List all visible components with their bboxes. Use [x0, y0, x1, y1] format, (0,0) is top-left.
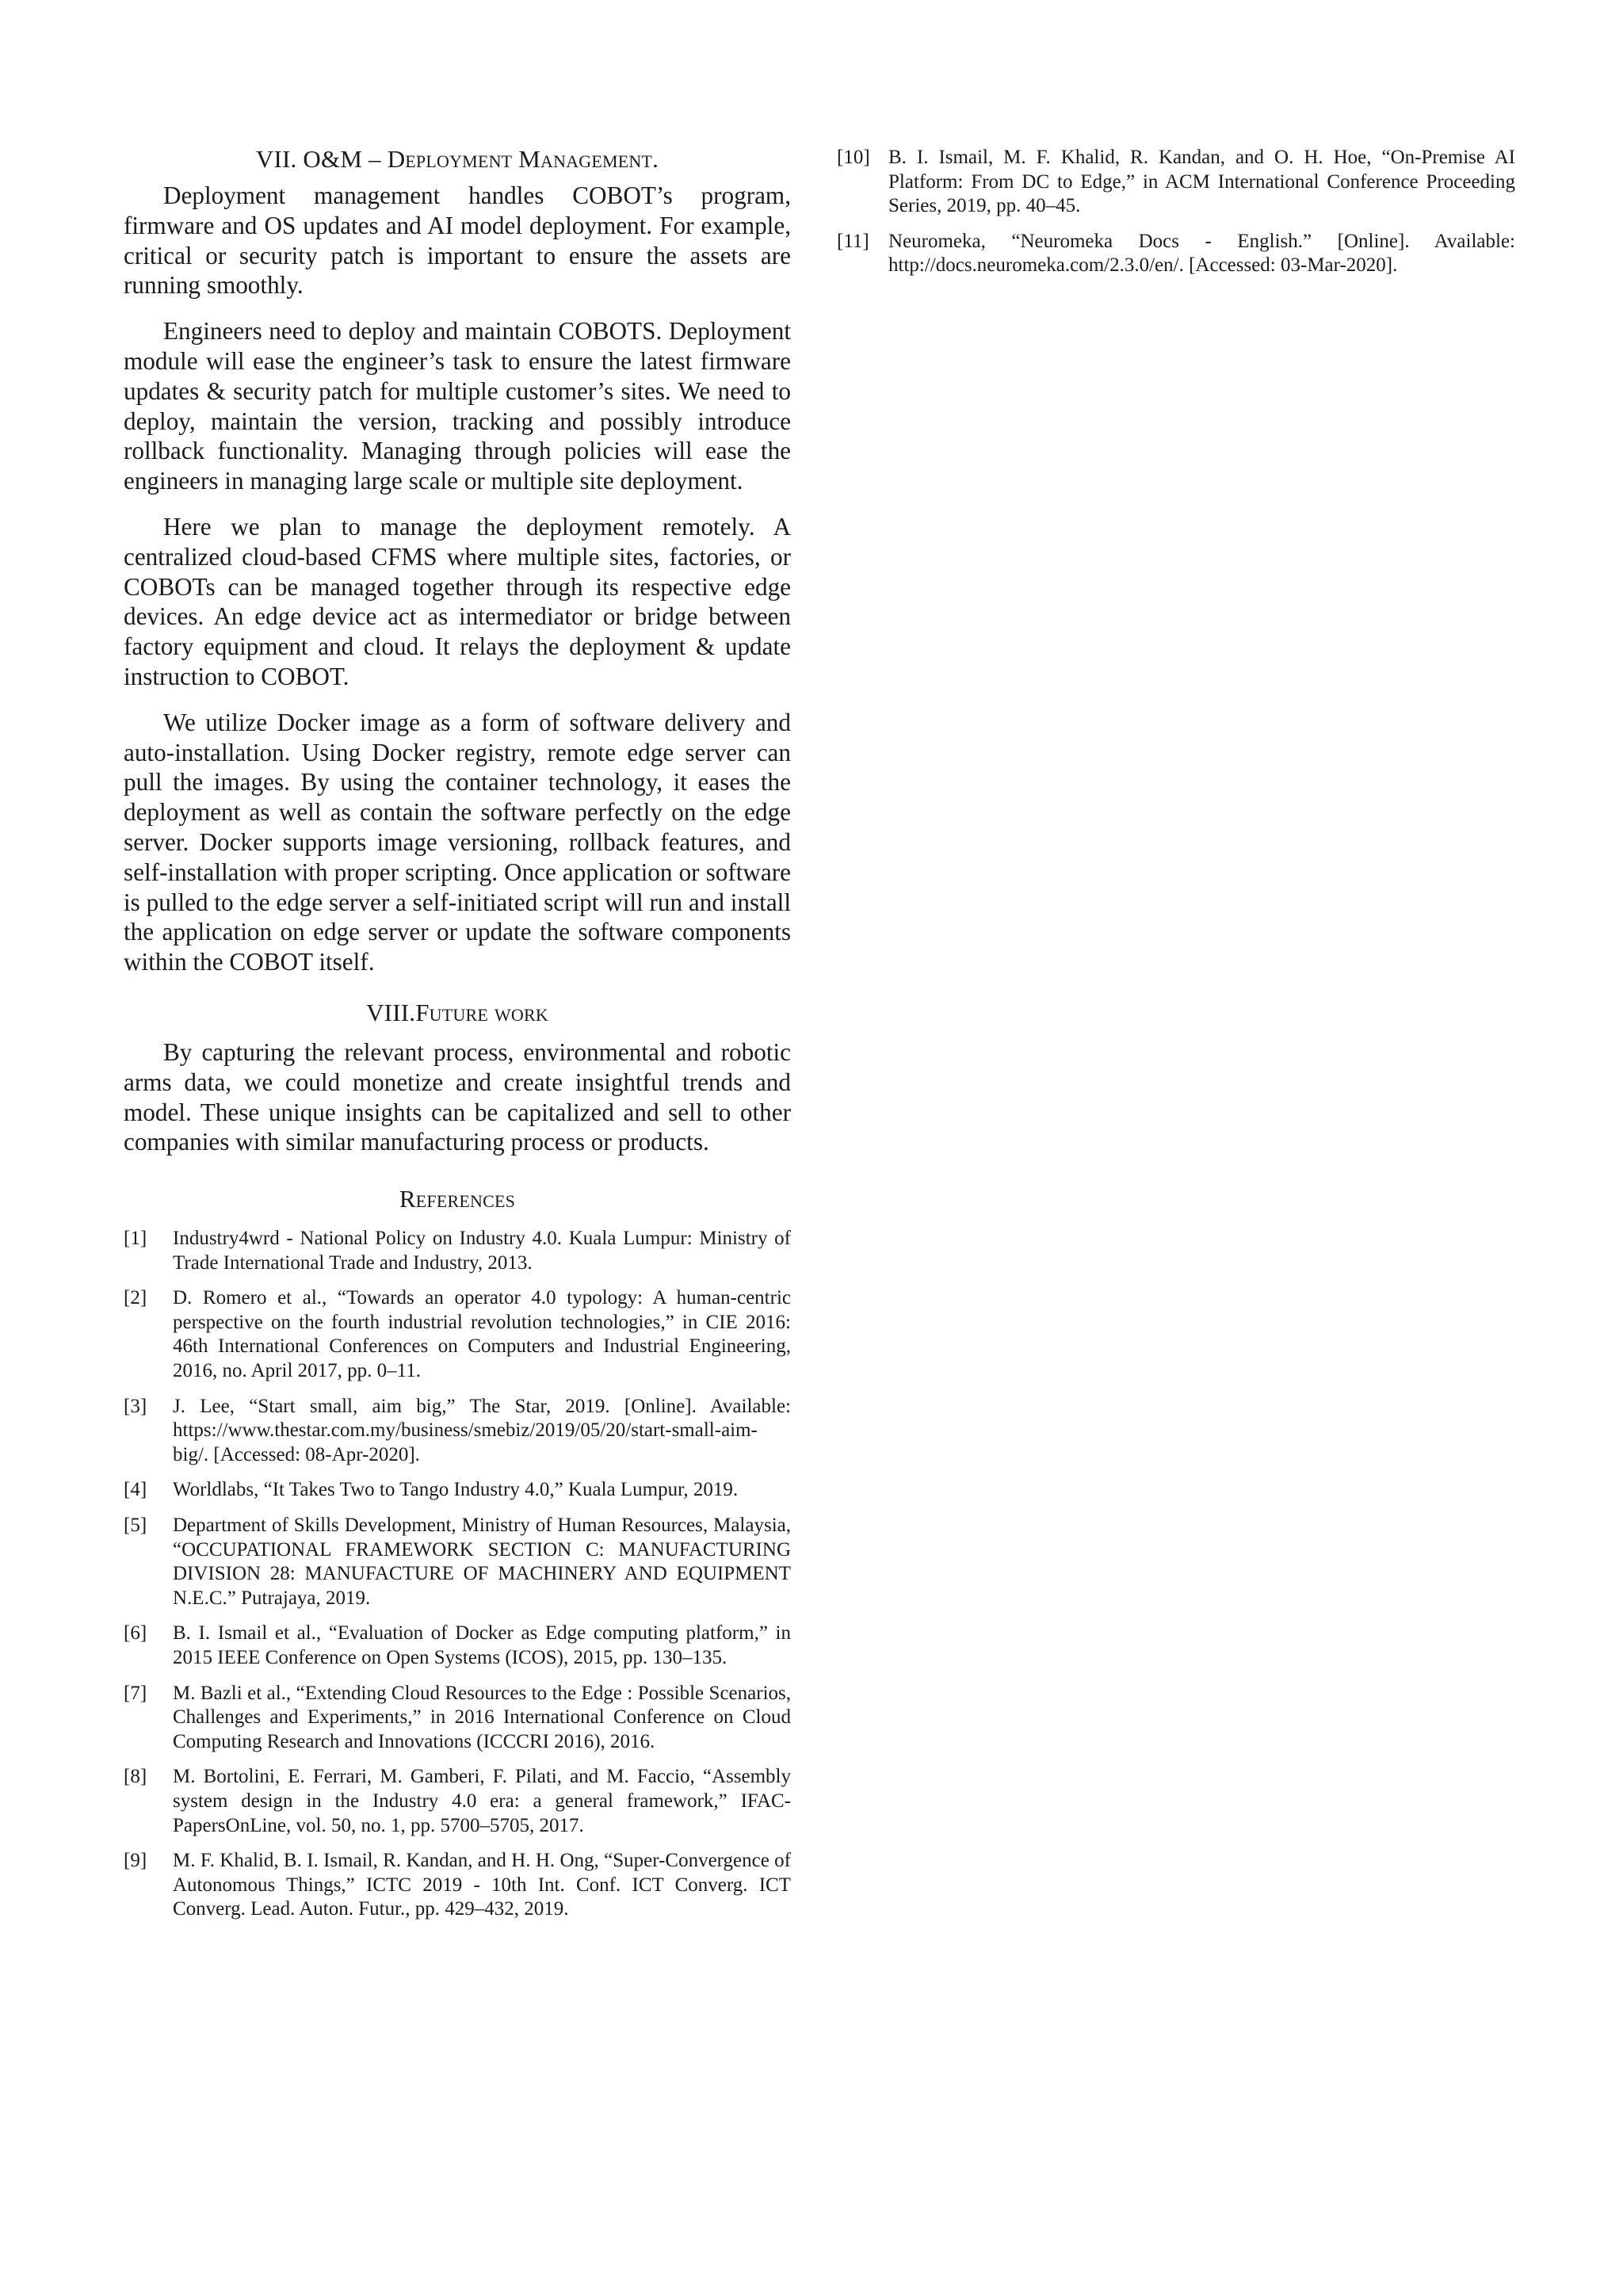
paragraph: We utilize Docker image as a form of software delivery and auto-installation. Using Docker registry, remote edge server can pull the images. By using the container technology, it eases the deployment as well as contain the software perfectly on the edge server. Docker supports image versioning, rollback features, and self-installation with proper scripting. Once application or software is pulled to the edge server a self-initiated script will run and install the application on edge server or update the software components within the COBOT itself.	[124, 708, 791, 976]
references-title: References	[399, 1185, 516, 1213]
reference-number: [8]	[124, 1766, 147, 1788]
reference-number: [4]	[124, 1479, 147, 1501]
reference-item	[124, 1682, 791, 1755]
reference-text: J. Lee, “Start small, aim big,” The Star, 2019. [Online]. Available: https://www.thestar.com.my/business/smebiz/2019/05/20/start-small-aim-big/. [Accessed: 08-Apr-2020].	[173, 1395, 791, 1465]
left-column	[124, 141, 791, 1933]
reference-item	[124, 1478, 791, 1503]
reference-text: Worldlabs, “It Takes Two to Tango Industry 4.0,” Kuala Lumpur, 2019.	[173, 1479, 739, 1501]
reference-item	[124, 1286, 791, 1383]
reference-text: B. I. Ismail et al., “Evaluation of Docker as Edge computing platform,” in 2015 IEEE Conference on Open Systems (ICOS), 2015, pp. 130–135.	[173, 1622, 791, 1669]
reference-text: Neuromeka, “Neuromeka Docs - English.” [Online]. Available: http://docs.neuromeka.com/2.3.0/en/. [Accessed: 03-Mar-2020].	[888, 230, 1515, 277]
paragraph: Here we plan to manage the deployment remotely. A centralized cloud-based CFMS where multiple sites, factories, or COBOTs can be managed together through its respective edge devices. An edge device act as intermediator or bridge between factory equipment and cloud. It relays the deployment & update instruction to COBOT.	[124, 512, 791, 690]
section-title: Deployment Management.	[387, 145, 659, 173]
section-heading-future-work	[124, 998, 791, 1028]
reference-number: [2]	[124, 1287, 147, 1309]
reference-item	[124, 1227, 791, 1275]
reference-list-continued	[837, 146, 1515, 278]
reference-number: [3]	[124, 1395, 147, 1417]
paragraph: Deployment management handles COBOT’s program, firmware and OS updates and AI model deployment. For example, critical or security patch is important to ensure the assets are running smoothly.	[124, 181, 791, 300]
references-heading	[124, 1184, 791, 1214]
section-number: VII. O&M –	[255, 145, 388, 173]
reference-text: Industry4wrd - National Policy on Industry 4.0. Kuala Lumpur: Ministry of Trade International Trade and Industry, 2013.	[173, 1228, 791, 1274]
reference-number: [5]	[124, 1515, 147, 1537]
reference-text: Department of Skills Development, Ministry of Human Resources, Malaysia, “OCCUPATIONAL FRAMEWORK SECTION C: MANUFACTURING DIVISION 28: MANUFACTURE OF MACHINERY AND EQUIPMENT N.E.C.” Putrajaya, 2019.	[173, 1515, 791, 1609]
reference-item	[124, 1622, 791, 1670]
reference-item	[837, 146, 1515, 219]
reference-text: D. Romero et al., “Towards an operator 4.0 typology: A human-centric perspective on the fourth industrial revolution technologies,” in CIE 2016: 46th International Conferences on Computers and Industrial Engineering, 2016, no. April 2017, pp. 0–11.	[173, 1287, 791, 1382]
right-column	[837, 146, 1515, 289]
paragraph: By capturing the relevant process, environmental and robotic arms data, we could monetize and create insightful trends and model. These unique insights can be capitalized and sell to other companies with similar manufacturing process or products.	[124, 1037, 791, 1156]
reference-text: B. I. Ismail, M. F. Khalid, R. Kandan, and O. H. Hoe, “On-Premise AI Platform: From DC to Edge,” in ACM International Conference Proceeding Series, 2019, pp. 40–45.	[888, 147, 1515, 217]
reference-text: M. Bazli et al., “Extending Cloud Resources to the Edge : Possible Scenarios, Challenges and Experiments,” in 2016 International Conference on Cloud Computing Research and Innovations (ICCCRI 2016), 2016.	[173, 1682, 791, 1752]
reference-number: [9]	[124, 1850, 147, 1872]
reference-number: [10]	[837, 147, 870, 168]
section-title: Future work	[415, 998, 548, 1026]
section-number: VIII.	[366, 998, 416, 1026]
reference-number: [1]	[124, 1228, 147, 1250]
reference-number: [6]	[124, 1622, 147, 1645]
reference-number: [7]	[124, 1682, 147, 1704]
section-heading-deployment-management	[124, 144, 791, 174]
reference-item	[124, 1849, 791, 1922]
reference-item	[124, 1395, 791, 1468]
paragraph: Engineers need to deploy and maintain COBOTS. Deployment module will ease the engineer’s task to ensure the latest firmware updates & security patch for multiple customer’s sites. We need to deploy, maintain the version, tracking and possibly introduce rollback functionality. Managing through policies will ease the engineers in managing large scale or multiple site deployment.	[124, 317, 791, 495]
reference-text: M. Bortolini, E. Ferrari, M. Gamberi, F. Pilati, and M. Faccio, “Assembly system design in the Industry 4.0 era: a general framework,” IFAC-PapersOnLine, vol. 50, no. 1, pp. 5700–5705, 2017.	[173, 1766, 791, 1836]
reference-number: [11]	[837, 230, 869, 252]
reference-item	[124, 1514, 791, 1610]
reference-item	[837, 230, 1515, 278]
reference-text: M. F. Khalid, B. I. Ismail, R. Kandan, and H. H. Ong, “Super-Convergence of Autonomous Things,” ICTC 2019 - 10th Int. Conf. ICT Converg. ICT Converg. Lead. Auton. Futur., pp. 429–432, 2019.	[173, 1850, 791, 1920]
reference-list	[124, 1227, 791, 1922]
reference-item	[124, 1765, 791, 1838]
